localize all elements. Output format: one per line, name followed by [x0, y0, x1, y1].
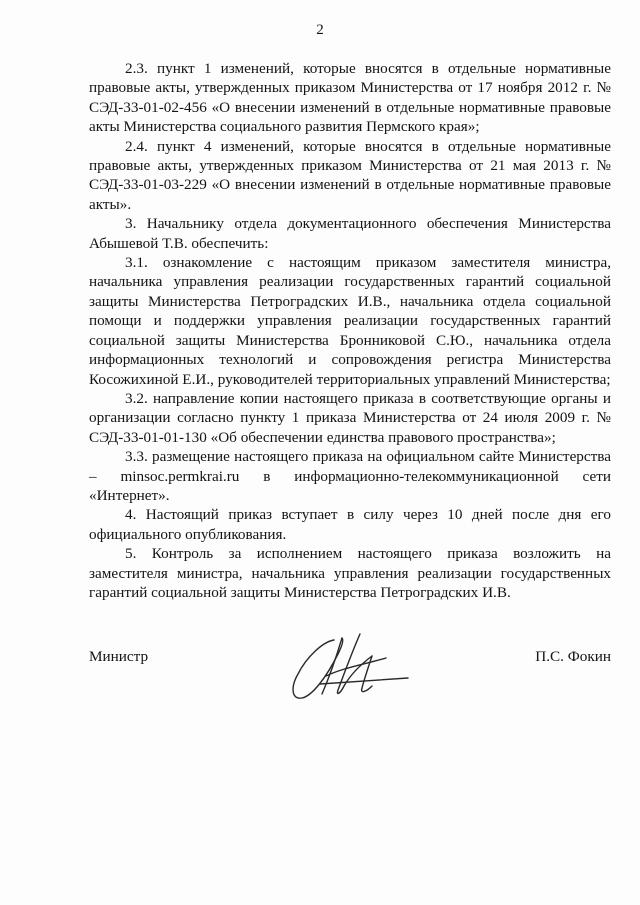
paragraph-3-3: 3.3. размещение настоящего приказа на официальном сайте Министерства – minsoc.permkrai.ru в информационно-телекоммуникационной сети «Интернет».: [89, 448, 611, 504]
document-body: [89, 59, 611, 602]
paragraph-2-3: 2.3. пункт 1 изменений, которые вносятся в отдельные нормативные правовые акты, утвержденных приказом Министерства от 17 ноября 2012 г. № СЭД-33-01-02-456 «О внесении изменений в отдельные нормативные правовые акты Министерства социального развития Пермского края»;: [89, 60, 611, 136]
page-number: 2: [316, 22, 324, 38]
paragraph-2-4: 2.4. пункт 4 изменений, которые вносятся в отдельные нормативные правовые акты, утвержденных приказом Министерства от 21 мая 2013 г. № СЭД-33-01-03-229 «О внесении изменений в отдельные нормативные правовые акты».: [89, 137, 611, 213]
handwritten-signature: [282, 628, 412, 708]
paragraph-3-2: 3.2. направление копии настоящего приказа в соответствующие органы и организации согласно пункту 1 приказа Министерства от 24 июля 2009 г. № СЭД-33-01-01-130 «Об обеспечении единства правового пространства»;: [89, 389, 611, 446]
paragraph-3: 3. Начальнику отдела документационного обеспечения Министерства Абышевой Т.В. обеспечить:: [89, 215, 611, 252]
paragraph-3-1: 3.1. ознакомление с настоящим приказом заместителя министра, начальника управления реализации государственных гарантий социальной защиты Министерства Петроградских И.В., начальника отдела социальной помощи и поддержки управления реализации государственных гарантий социальной защиты Министерства Бронниковой С.Ю., начальника отдела информационных технологий и сопровождения регистра Министерства Косожихиной Е.И., руководителей территориальных управлений Министерства;: [89, 254, 611, 388]
signer-title: Министр: [89, 648, 149, 665]
paragraph-4: 4. Настоящий приказ вступает в силу через 10 дней после дня его официального опубликования.: [89, 506, 611, 543]
signer-name: П.С. Фокин: [535, 648, 611, 665]
paragraph-5: 5. Контроль за исполнением настоящего приказа возложить на заместителя министра, начальника управления реализации государственных гарантий социальной защиты Министерства Петроградских И.В.: [89, 545, 611, 601]
